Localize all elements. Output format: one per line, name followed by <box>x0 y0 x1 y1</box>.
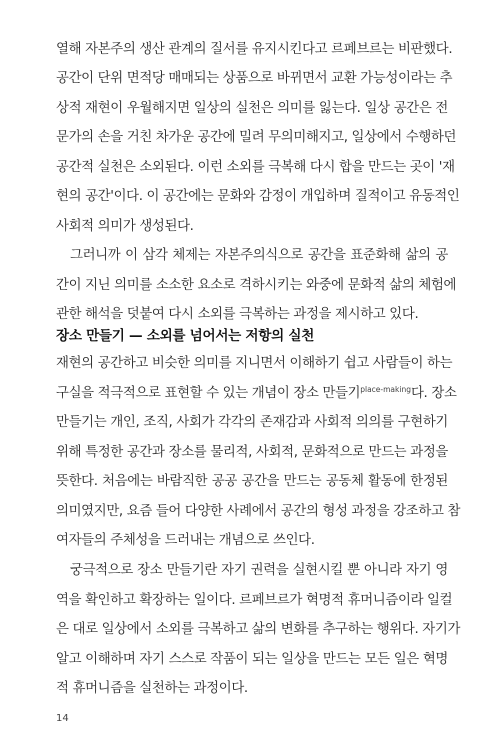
text-line: 관한 해석을 덧붙여 다시 소외를 극복하는 과정을 제시하고 있다. <box>56 307 419 322</box>
text-line: 여자들의 주체성을 드러내는 개념으로 쓰인다. <box>56 533 315 548</box>
text-line: 상적 재현이 우월해지면 일상의 실천은 의미를 잃는다. 일상 공간은 전 <box>56 101 448 116</box>
gloss-annotation: place-making <box>360 385 411 394</box>
text-line: 그러니까 이 삼각 체제는 자본주의식으로 공간을 표준화해 삶의 공 <box>70 248 448 263</box>
text-line: 궁극적으로 장소 만들기란 자기 권력을 실현시킬 뿐 아니라 자기 영 <box>70 563 448 578</box>
text-run: 구실을 적극적으로 표현할 수 있는 개념이 장소 만들기 <box>56 386 361 401</box>
text-line: 공간이 단위 면적당 매매되는 상품으로 바뀌면서 교환 가능성이라는 추 <box>56 71 453 86</box>
text-line: 알고 이해하며 자기 스스로 작품이 되는 일상을 만드는 모든 일은 혁명 <box>56 652 448 667</box>
text-line: 사회적 의미가 생성된다. <box>56 219 194 234</box>
text-line: 공간적 실천은 소외된다. 이런 소외를 극복해 다시 합을 만드는 곳이 '재 <box>56 160 455 175</box>
text-line: 현의 공간'이다. 이 공간에는 문화와 감정이 개입하며 질적이고 유동적인 <box>56 189 460 204</box>
text-line: 역을 확인하고 확장하는 일이다. 르페브르가 혁명적 휴머니즘이라 일컬 <box>56 593 453 608</box>
text-line: 열해 자본주의 생산 관계의 질서를 유지시킨다고 르페브르는 비판했다. <box>56 42 453 57</box>
page-number: 14 <box>56 713 69 724</box>
text-line: 은 대로 일상에서 소외를 극복하고 삶의 변화를 추구하는 행위다. 자기가 <box>56 622 461 637</box>
text-line: 의미였지만, 요즘 들어 다양한 사례에서 공간의 형성 과정을 강조하고 참 <box>56 504 461 519</box>
text-line: 재현의 공간하고 비슷한 의미를 지니면서 이해하기 쉽고 사람들이 하는 <box>56 356 453 371</box>
text-line: 위해 특정한 공간과 장소를 물리적, 사회적, 문화적으로 만드는 과정을 <box>56 445 448 460</box>
text-run: 다. 장소 <box>410 386 457 401</box>
text-line: 문가의 손을 거친 차가운 공간에 밀려 무의미해지고, 일상에서 수행하던 <box>56 130 457 145</box>
text-line <box>56 384 457 404</box>
text-line: 만들기는 개인, 조직, 사회가 각각의 존재감과 사회적 의의를 구현하기 <box>56 415 448 430</box>
section-heading: 장소 만들기 — 소외를 넘어서는 저항의 실천 <box>56 328 315 344</box>
text-line: 간이 지닌 의미를 소소한 요소로 격하시키는 와중에 문화적 삶의 체험에 <box>56 278 457 293</box>
text-line: 뜻한다. 처음에는 바람직한 공공 공간을 만드는 공동체 활동에 한정된 <box>56 474 448 489</box>
text-line: 적 휴머니즘을 실천하는 과정이다. <box>56 681 248 696</box>
